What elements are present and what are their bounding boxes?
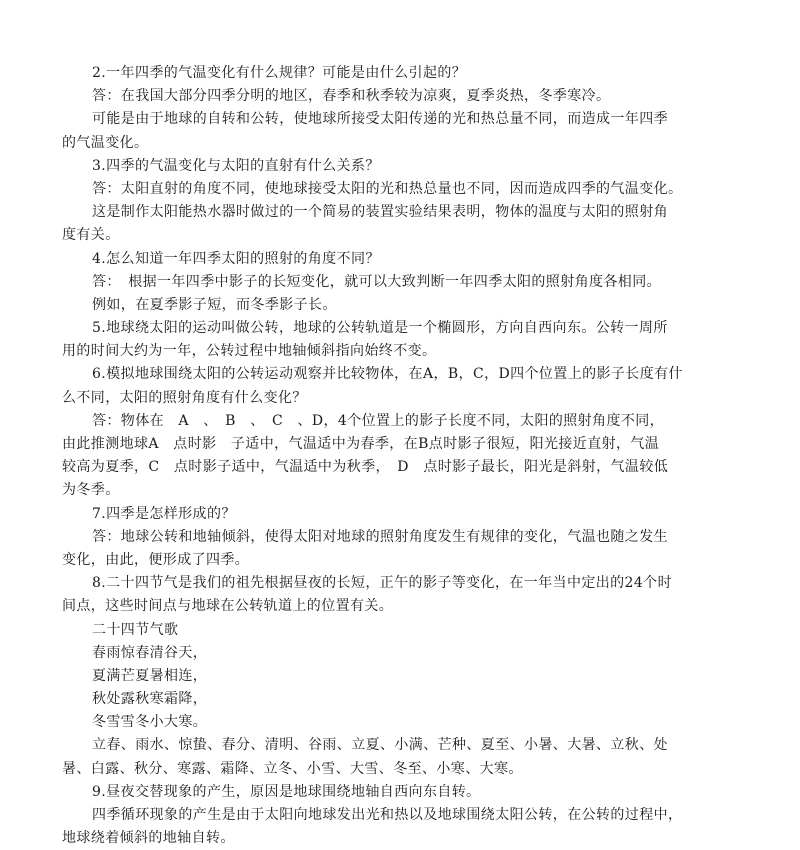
answer-7-line-1: 答：地球公转和地轴倾斜，使得太阳对地球的照射角度发生有规律的变化，气温也随之发生: [92, 528, 668, 545]
solar-terms-song-title: 二十四节气歌: [92, 621, 179, 638]
question-6-line-2: 么不同，太阳的照射角度有什么变化？: [62, 389, 307, 406]
solar-terms-list-line-2: 暑、白露、秋分、寒露、霜降、立冬、小雪、大雪、冬至、小寒、大寒。: [62, 760, 523, 777]
point-5-line-1: 5.地球绕太阳的运动叫做公转，地球的公转轨道是一个椭圆形，方向自西向东。公转一周所: [92, 320, 668, 337]
answer-6-line-4: 为冬季。: [62, 482, 120, 499]
question-2-heading: 2.一年四季的气温变化有什么规律？可能是由什么引起的？: [92, 65, 467, 81]
question-3-heading: 3.四季的气温变化与太阳的直射有什么关系？: [92, 157, 380, 174]
answer-2-line-3: 的气温变化。: [62, 134, 149, 151]
answer-7-line-2: 变化，由此，便形成了四季。: [62, 551, 250, 568]
point-9-heading: 9.昼夜交替现象的产生，原因是地球围绕地轴自西向东自转。: [92, 783, 481, 800]
document-body: [62, 62, 752, 850]
point-8-line-2: 间点，这些时间点与地球在公转轨道上的位置有关。: [62, 598, 394, 615]
answer-4-line-1: 答： 根据一年四季中影子的长短变化，就可以大致判断一年四季太阳的照射角度各相同。: [92, 273, 661, 290]
answer-3-line-2: 这是制作太阳能热水器时做过的一个简易的装置实验结果表明，物体的温度与太阳的照射角: [92, 204, 668, 221]
solar-terms-song-verse-1: 春雨惊春清谷天，: [92, 644, 208, 661]
solar-terms-song-verse-2: 夏满芒夏暑相连，: [92, 667, 208, 684]
point-5-line-2: 用的时间大约为一年，公转过程中地轴倾斜指向始终不变。: [62, 343, 437, 360]
point-9-line-3: 地球绕着倾斜的地轴自转。: [62, 830, 235, 847]
answer-6-line-2: 由此推测地球A 点时影 子适中，气温适中为春季，在B点时影子很短，阳光接近直射，气温: [62, 436, 660, 452]
point-9-line-2: 四季循环现象的产生是由于太阳向地球发出光和热以及地球围绕太阳公转，在公转的过程中，: [92, 807, 683, 823]
solar-terms-list-line-1: 立春、雨水、惊蛰、春分、清明、谷雨、立夏、小满、芒种、夏至、小暑、大暑、立秋、处: [92, 737, 668, 754]
point-8-line-1: 8.二十四节气是我们的祖先根据昼夜的长短，正午的影子等变化，在一年当中定出的24个时: [92, 575, 672, 592]
answer-3-line-3: 度有关。: [62, 227, 120, 244]
question-6-line-1: 6.模拟地球围绕太阳的公转运动观察并比较物体，在A，B，C，D四个位置上的影子长度有什: [92, 366, 683, 383]
question-7-heading: 7.四季是怎样形成的？: [92, 505, 236, 522]
answer-4-line-2: 例如，在夏季影子短，而冬季影子长。: [92, 296, 337, 313]
answer-6-line-3: 较高为夏季，C 点时影子适中，气温适中为秋季， D 点时影子最长，阳光是斜射，气温较低: [62, 459, 669, 476]
solar-terms-song-verse-3: 秋处露秋寒霜降，: [92, 691, 208, 708]
solar-terms-song-verse-4: 冬雪雪冬小大寒。: [92, 714, 208, 731]
question-4-heading: 4.怎么知道一年四季太阳的照射的角度不同？: [92, 250, 380, 267]
answer-3-line-1: 答：太阳直射的角度不同，使地球接受太阳的光和热总量也不同，因而造成四季的气温变化。: [92, 180, 683, 197]
answer-2-line-1: 答：在我国大部分四季分明的地区，春季和秋季较为凉爽，夏季炎热，冬季寒冷。: [92, 88, 611, 105]
answer-2-line-2: 可能是由于地球的自转和公转，使地球所接受太阳传递的光和热总量不同，而造成一年四季: [92, 111, 668, 128]
answer-6-line-1: 答：物体在 A 、 B 、 C 、D，4个位置上的影子长度不同，太阳的照射角度不同，: [92, 412, 665, 429]
